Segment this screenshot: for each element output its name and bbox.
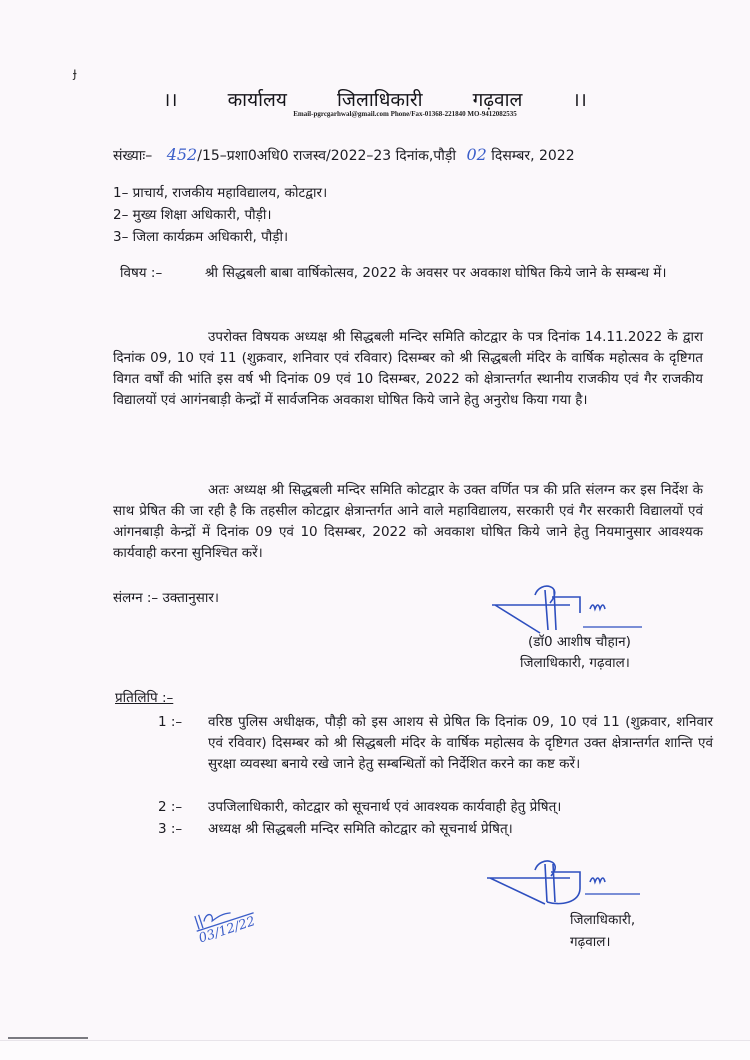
reference-label: संख्याः– bbox=[113, 148, 153, 164]
signatory-2-district: गढ़वाल। bbox=[570, 934, 611, 950]
copy-item-text: वरिष्ठ पुलिस अधीक्षक, पौड़ी को इस आशय से प्रेषित कि दिनांक 09, 10 एवं 11 (शुक्रवार, शनिवार एवं रविवार) दिसम्बर को श्री सिद्धबली मंदिर के वार्षिक महोत्सव के दृष्टिगत उक्त क्षेत्रान्तर्गत शान्ति एवं सुरक्षा व्यवस्था बनाये रखे जाने हेतु सम्बन्धितों को निर्देशित करने का कष्ट करें। bbox=[208, 714, 713, 772]
signatory-name: (डॉ0 आशीष चौहान) bbox=[528, 634, 631, 650]
addressee-3: 3– जिला कार्यक्रम अधिकारी, पौड़ी। bbox=[113, 229, 289, 245]
header-mark-left: ।। bbox=[163, 89, 178, 111]
handwritten-initials bbox=[191, 897, 258, 947]
signatory-2-designation: जिलाधिकारी, bbox=[570, 912, 636, 928]
body-paragraph-1: उपरोक्त विषयक अध्यक्ष श्री सिद्धबली मन्दिर समिति कोटद्वार के पत्र दिनांक 14.11.2022 के द्वारा दिनांक 09, 10 एवं 11 (शुक्रवार, शनिवार एवं रविवार) दिसम्बर को श्री सिद्धबली मंदिर के वार्षिक महोत्सव के दृष्टिगत विगत वर्षों की भांति इस वर्ष भी दिनांक 09 एवं 10 दिसम्बर, 2022 को क्षेत्रान्तर्गत स्थानीय राजकीय एवं गैर राजकीय विद्यालयों एवं आगंनबाड़ी केन्द्रों में सार्वजनिक अवकाश घोषित किये जाने हेतु अनुरोध किया गया है। bbox=[113, 329, 703, 408]
subject-label: विषय :– bbox=[120, 265, 163, 281]
punch-mark: ɟ bbox=[73, 66, 77, 81]
initials-date: 03/12/22 bbox=[196, 914, 258, 947]
copy-item-number: 3 :– bbox=[158, 821, 183, 837]
reference-text: /15–प्रशा0अधि0 राजस्व/2022–23 दिनांक,पौड़ी bbox=[197, 148, 457, 164]
page-edge-shadow bbox=[8, 1037, 88, 1039]
header-office: कार्यालय bbox=[227, 89, 287, 111]
copy-item-number: 2 :– bbox=[158, 799, 183, 815]
copy-item-number: 1 :– bbox=[158, 714, 183, 730]
addressee-1: 1– प्राचार्य, राजकीय महाविद्यालय, कोटद्वार। bbox=[113, 185, 328, 201]
handwritten-day: 02 bbox=[466, 145, 487, 164]
handwritten-number: 452 bbox=[166, 145, 198, 164]
copy-item-text: उपजिलाधिकारी, कोटद्वार को सूचनार्थ एवं आवश्यक कार्यवाही हेतु प्रेषित्। bbox=[208, 799, 562, 815]
copy-item-text: अध्यक्ष श्री सिद्धबली मन्दिर समिति कोटद्वार को सूचनार्थ प्रेषित्। bbox=[208, 821, 513, 837]
addressee-2: 2– मुख्य शिक्षा अधिकारी, पौड़ी। bbox=[113, 207, 272, 223]
copy-to-heading: प्रतिलिपि :– bbox=[115, 690, 174, 706]
signature-2-icon bbox=[485, 858, 645, 913]
office-header bbox=[0, 86, 750, 112]
body-paragraph-2: अतः अध्यक्ष श्री सिद्धबली मन्दिर समिति कोटद्वार के उक्त वर्णित पत्र की प्रति संलग्न कर इस निर्देश के साथ प्रेषित की जा रही है कि तहसील कोटद्वार क्षेत्रान्तर्गत आने वाले महाविद्यालय, सरकारी एवं गैर सरकारी विद्यालयों एवं आंगनबाड़ी केन्द्रों में दिनांक 09 एवं 10 दिसम्बर, 2022 को अवकाश घोषित किये जाने हेतु नियमानुसार आवश्यक कार्यवाही करना सुनिश्चित करें। bbox=[113, 482, 703, 561]
header-mark-right: ।। bbox=[572, 89, 587, 111]
reference-line bbox=[113, 145, 575, 165]
header-district: गढ़वाल bbox=[472, 89, 523, 111]
enclosure-note: संलग्न :– उक्तानुसार। bbox=[113, 590, 220, 606]
signatory-designation: जिलाधिकारी, गढ़वाल। bbox=[520, 655, 630, 671]
subject-text: श्री सिद्धबली बाबा वार्षिकोत्सव, 2022 के अवसर पर अवकाश घोषित किये जाने के सम्बन्ध में। bbox=[205, 265, 667, 281]
reference-date: दिसम्बर, 2022 bbox=[491, 148, 575, 164]
header-dm: जिलाधिकारी bbox=[336, 89, 423, 111]
contact-line: Email-pgrcgarhwal@gmail.com Phone/Fax-01368-221840 MO-9412082535 bbox=[293, 110, 517, 118]
